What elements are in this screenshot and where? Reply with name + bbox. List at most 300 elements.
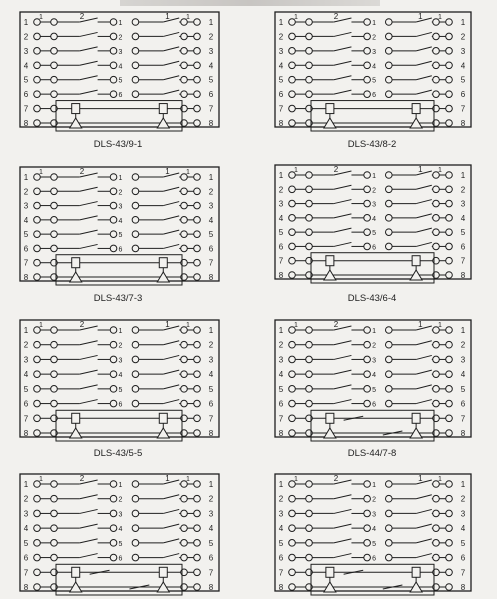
terminal-circle	[364, 481, 371, 488]
terminal-number-right: 1	[208, 18, 214, 27]
terminal-number-mid: 2	[372, 496, 377, 504]
top-contact-label: 1	[438, 322, 442, 329]
top-contact-label: 1	[418, 474, 423, 483]
terminal-circle	[51, 33, 58, 40]
terminal-circle	[34, 76, 41, 83]
terminal-circle	[110, 48, 117, 55]
terminal-circle	[194, 33, 201, 40]
terminal-number-left: 2	[23, 340, 29, 350]
switch-blade	[334, 185, 352, 189]
terminal-circle	[306, 243, 313, 250]
terminal-number-left: 7	[23, 414, 29, 424]
terminal-circle	[132, 76, 139, 83]
terminal-circle	[181, 245, 188, 252]
switch-blade	[334, 554, 352, 558]
switch-blade	[416, 200, 432, 204]
switch-blade	[80, 509, 98, 513]
terminal-circle	[446, 540, 453, 547]
terminal-circle	[181, 188, 188, 195]
switch-blade	[416, 214, 432, 218]
top-contact-label: 1	[186, 14, 190, 21]
terminal-circle	[34, 48, 41, 55]
terminal-circle	[289, 481, 296, 488]
switch-blade	[416, 400, 432, 404]
terminal-circle	[433, 371, 440, 378]
terminal-circle	[34, 481, 41, 488]
terminal-number-left: 8	[23, 273, 29, 282]
terminal-number-mid: 6	[118, 246, 123, 254]
terminal-number-mid: 2	[372, 187, 377, 195]
terminal-circle	[446, 510, 453, 517]
top-contact-label: 1	[294, 167, 298, 174]
panel-caption: DLS-44/7-8	[347, 448, 397, 459]
terminal-number-left: 7	[278, 256, 284, 266]
terminal-circle	[433, 243, 440, 250]
switch-blade	[80, 61, 98, 65]
terminal-circle	[386, 495, 393, 502]
terminal-circle	[433, 386, 440, 393]
terminal-number-right: 6	[208, 90, 214, 100]
terminal-circle	[194, 19, 201, 26]
terminal-circle	[306, 510, 313, 517]
switch-blade	[334, 385, 352, 389]
terminal-circle	[364, 371, 371, 378]
terminal-circle	[446, 229, 453, 236]
switch-blade	[416, 370, 432, 374]
terminal-number-mid: 5	[118, 386, 123, 394]
terminal-number-mid: 6	[118, 401, 123, 409]
terminal-number-mid: 6	[372, 401, 377, 409]
switch-blade	[334, 495, 352, 499]
terminal-number-left: 2	[23, 187, 29, 197]
switch-blade	[163, 554, 179, 558]
terminal-number-left: 1	[23, 480, 29, 489]
terminal-circle	[446, 91, 453, 98]
terminal-circle	[194, 341, 201, 348]
panel-caption: DLS-43/7-3	[93, 293, 143, 304]
terminal-circle	[34, 231, 41, 238]
switch-blade	[163, 385, 179, 389]
terminal-circle	[34, 584, 41, 591]
terminal-number-right: 2	[460, 494, 466, 504]
switch-blade	[163, 244, 179, 248]
terminal-number-mid: 5	[118, 232, 123, 240]
switch-blade	[80, 76, 98, 80]
switch-blade	[163, 90, 179, 94]
terminal-circle	[306, 327, 313, 334]
switch-blade	[80, 202, 98, 206]
coil-box	[72, 258, 80, 268]
terminal-number-right: 1	[460, 171, 466, 180]
terminal-circle	[289, 400, 296, 407]
terminal-number-right: 7	[460, 414, 466, 424]
terminal-circle	[181, 540, 188, 547]
top-contact-label: 2	[333, 474, 339, 483]
terminal-circle	[306, 19, 313, 26]
terminal-circle	[364, 19, 371, 26]
terminal-circle	[306, 356, 313, 363]
terminal-number-right: 1	[460, 326, 466, 335]
terminal-number-mid: 6	[372, 244, 377, 252]
switch-blade	[334, 355, 352, 359]
terminal-circle	[433, 495, 440, 502]
terminal-circle	[181, 19, 188, 26]
terminal-circle	[51, 62, 58, 69]
switch-blade	[334, 200, 352, 204]
terminal-number-left: 7	[23, 258, 29, 268]
terminal-circle	[194, 327, 201, 334]
terminal-number-right: 7	[460, 568, 466, 578]
terminal-circle	[194, 120, 201, 127]
terminal-number-right: 5	[208, 538, 214, 548]
panel-caption: DLS-43/6-4	[347, 293, 397, 304]
switch-blade	[416, 554, 432, 558]
top-contact-label: 2	[333, 320, 339, 329]
terminal-circle	[306, 400, 313, 407]
terminal-number-right: 2	[460, 185, 466, 195]
terminal-circle	[132, 525, 139, 532]
panel-caption: DLS-43/8-2	[347, 139, 397, 150]
top-contact-label: 1	[294, 476, 298, 483]
terminal-circle	[364, 186, 371, 193]
terminal-number-left: 2	[23, 32, 29, 42]
terminal-circle	[194, 540, 201, 547]
switch-blade	[334, 341, 352, 345]
terminal-circle	[132, 371, 139, 378]
terminal-circle	[181, 327, 188, 334]
terminal-number-mid: 1	[372, 173, 377, 180]
terminal-circle	[386, 91, 393, 98]
terminal-circle	[110, 371, 117, 378]
terminal-circle	[34, 217, 41, 224]
coil-box	[159, 104, 167, 114]
terminal-circle	[289, 510, 296, 517]
terminal-circle	[306, 341, 313, 348]
switch-blade	[334, 400, 352, 404]
terminal-circle	[34, 120, 41, 127]
terminal-circle	[194, 569, 201, 576]
terminal-circle	[446, 495, 453, 502]
terminal-circle	[306, 76, 313, 83]
switch-blade	[80, 400, 98, 404]
terminal-circle	[110, 33, 117, 40]
terminal-circle	[51, 525, 58, 532]
terminal-circle	[181, 481, 188, 488]
terminal-circle	[34, 188, 41, 195]
terminal-number-mid: 2	[372, 342, 377, 350]
terminal-circle	[194, 91, 201, 98]
switch-blade	[80, 539, 98, 543]
terminal-circle	[433, 510, 440, 517]
top-contact-label: 2	[79, 474, 85, 483]
switch-blade	[80, 216, 98, 220]
terminal-number-right: 1	[460, 480, 466, 489]
terminal-circle	[364, 356, 371, 363]
terminal-number-left: 4	[23, 524, 29, 534]
terminal-circle	[306, 33, 313, 40]
terminal-circle	[34, 341, 41, 348]
terminal-number-mid: 3	[118, 48, 123, 56]
switch-blade	[416, 242, 432, 246]
terminal-circle	[132, 245, 139, 252]
switch-blade	[416, 355, 432, 359]
terminal-circle	[194, 48, 201, 55]
terminal-circle	[364, 76, 371, 83]
terminal-number-right: 8	[208, 119, 214, 128]
terminal-circle	[386, 525, 393, 532]
terminal-circle	[110, 76, 117, 83]
terminal-circle	[364, 48, 371, 55]
terminal-number-mid: 2	[118, 189, 123, 197]
terminal-circle	[306, 200, 313, 207]
terminal-circle	[181, 62, 188, 69]
terminal-circle	[34, 415, 41, 422]
switch-blade	[163, 400, 179, 404]
terminal-circle	[51, 174, 58, 181]
terminal-circle	[386, 510, 393, 517]
terminal-number-left: 4	[278, 213, 284, 223]
terminal-circle	[51, 19, 58, 26]
terminal-circle	[34, 356, 41, 363]
terminal-circle	[364, 229, 371, 236]
terminal-number-left: 3	[23, 201, 29, 211]
terminal-number-left: 8	[278, 583, 284, 592]
terminal-circle	[289, 495, 296, 502]
switch-blade	[334, 509, 352, 513]
terminal-number-right: 6	[208, 399, 214, 409]
switch-blade	[163, 355, 179, 359]
terminal-circle	[386, 371, 393, 378]
terminal-circle	[110, 62, 117, 69]
terminal-circle	[51, 76, 58, 83]
terminal-number-right: 4	[460, 61, 466, 71]
switch-blade	[163, 202, 179, 206]
terminal-circle	[446, 62, 453, 69]
terminal-number-right: 3	[460, 46, 466, 56]
relay-panel	[275, 12, 471, 131]
terminal-number-mid: 6	[372, 92, 377, 100]
terminal-circle	[51, 217, 58, 224]
coil-box	[412, 256, 420, 266]
coil-box	[159, 258, 167, 268]
terminal-number-left: 5	[278, 384, 284, 394]
terminal-circle	[433, 91, 440, 98]
terminal-circle	[289, 584, 296, 591]
terminal-circle	[132, 48, 139, 55]
terminal-circle	[194, 245, 201, 252]
switch-blade	[416, 228, 432, 232]
terminal-number-right: 5	[208, 230, 214, 240]
terminal-circle	[446, 105, 453, 112]
terminal-circle	[110, 510, 117, 517]
terminal-number-mid: 1	[118, 20, 123, 27]
terminal-number-mid: 3	[118, 511, 123, 519]
switch-blade	[416, 539, 432, 543]
top-contact-label: 1	[418, 165, 423, 174]
top-contact-label: 2	[79, 12, 85, 21]
terminal-circle	[386, 229, 393, 236]
terminal-circle	[34, 105, 41, 112]
terminal-circle	[386, 172, 393, 179]
terminal-circle	[132, 386, 139, 393]
coil-box	[326, 567, 334, 577]
terminal-circle	[34, 371, 41, 378]
switch-blade	[163, 216, 179, 220]
terminal-circle	[386, 386, 393, 393]
terminal-circle	[386, 243, 393, 250]
terminal-circle	[132, 495, 139, 502]
terminal-number-right: 6	[460, 399, 466, 409]
terminal-circle	[364, 495, 371, 502]
terminal-circle	[51, 188, 58, 195]
terminal-circle	[446, 186, 453, 193]
switch-blade	[163, 61, 179, 65]
terminal-circle	[446, 33, 453, 40]
terminal-circle	[289, 105, 296, 112]
terminal-circle	[446, 569, 453, 576]
terminal-circle	[446, 272, 453, 279]
terminal-number-left: 3	[23, 46, 29, 56]
terminal-circle	[132, 231, 139, 238]
terminal-circle	[51, 481, 58, 488]
switch-blade	[80, 90, 98, 94]
coil-box	[326, 104, 334, 114]
terminal-circle	[289, 229, 296, 236]
terminal-circle	[194, 554, 201, 561]
top-contact-label: 2	[333, 12, 339, 21]
terminal-circle	[446, 584, 453, 591]
terminal-circle	[194, 174, 201, 181]
top-contact-label: 1	[186, 476, 190, 483]
terminal-number-mid: 2	[372, 34, 377, 42]
terminal-circle	[289, 120, 296, 127]
switch-blade	[80, 554, 98, 558]
top-contact-label: 1	[165, 167, 170, 176]
terminal-circle	[446, 327, 453, 334]
terminal-circle	[51, 202, 58, 209]
terminal-circle	[181, 371, 188, 378]
terminal-number-left: 4	[23, 215, 29, 225]
terminal-circle	[433, 172, 440, 179]
terminal-number-right: 4	[208, 370, 214, 380]
terminal-number-right: 8	[460, 583, 466, 592]
terminal-circle	[181, 554, 188, 561]
terminal-number-right: 7	[460, 256, 466, 266]
terminal-number-mid: 4	[372, 372, 377, 380]
terminal-circle	[433, 341, 440, 348]
terminal-circle	[446, 525, 453, 532]
terminal-circle	[194, 259, 201, 266]
terminal-circle	[194, 481, 201, 488]
switch-blade	[334, 47, 352, 51]
terminal-number-mid: 3	[372, 511, 377, 519]
terminal-number-right: 3	[208, 509, 214, 519]
terminal-number-mid: 2	[118, 496, 123, 504]
terminal-circle	[364, 386, 371, 393]
terminal-circle	[110, 202, 117, 209]
switch-blade	[416, 185, 432, 189]
relay-panel	[275, 320, 471, 441]
terminal-number-left: 1	[278, 326, 284, 335]
terminal-circle	[34, 327, 41, 334]
terminal-circle	[34, 400, 41, 407]
terminal-circle	[110, 231, 117, 238]
switch-blade	[163, 341, 179, 345]
terminal-number-left: 3	[23, 355, 29, 365]
terminal-number-right: 3	[460, 199, 466, 209]
terminal-circle	[386, 341, 393, 348]
terminal-number-right: 4	[208, 215, 214, 225]
terminal-circle	[446, 415, 453, 422]
switch-blade	[416, 509, 432, 513]
terminal-circle	[132, 540, 139, 547]
terminal-number-mid: 5	[372, 77, 377, 85]
switch-blade	[334, 228, 352, 232]
terminal-number-mid: 4	[118, 217, 123, 225]
terminal-number-right: 1	[208, 326, 214, 335]
terminal-circle	[289, 356, 296, 363]
terminal-circle	[110, 19, 117, 26]
terminal-circle	[194, 525, 201, 532]
terminal-circle	[194, 371, 201, 378]
terminal-number-left: 2	[278, 185, 284, 195]
terminal-circle	[110, 386, 117, 393]
terminal-circle	[386, 327, 393, 334]
terminal-number-right: 3	[460, 509, 466, 519]
terminal-number-right: 2	[208, 187, 214, 197]
terminal-circle	[51, 540, 58, 547]
top-contact-label: 1	[165, 12, 170, 21]
terminal-circle	[51, 48, 58, 55]
top-contact-label: 1	[418, 12, 423, 21]
relay-panel	[20, 474, 219, 595]
terminal-circle	[289, 200, 296, 207]
terminal-circle	[194, 584, 201, 591]
terminal-circle	[306, 554, 313, 561]
terminal-circle	[34, 430, 41, 437]
terminal-number-right: 8	[460, 119, 466, 128]
terminal-circle	[364, 525, 371, 532]
terminal-number-right: 6	[208, 244, 214, 254]
switch-blade	[80, 230, 98, 234]
terminal-circle	[289, 415, 296, 422]
top-contact-label: 1	[165, 474, 170, 483]
terminal-number-mid: 1	[372, 20, 377, 27]
terminal-number-mid: 5	[372, 230, 377, 238]
terminal-number-right: 2	[208, 32, 214, 42]
terminal-number-left: 5	[278, 538, 284, 548]
terminal-number-right: 2	[460, 32, 466, 42]
terminal-circle	[110, 245, 117, 252]
terminal-number-mid: 1	[118, 482, 123, 489]
terminal-circle	[289, 19, 296, 26]
terminal-circle	[181, 33, 188, 40]
switch-blade	[163, 230, 179, 234]
top-contact-label: 1	[294, 14, 298, 21]
terminal-circle	[289, 62, 296, 69]
switch-blade	[80, 244, 98, 248]
terminal-circle	[364, 540, 371, 547]
terminal-circle	[364, 243, 371, 250]
terminal-number-right: 8	[208, 429, 214, 438]
terminal-number-left: 5	[23, 384, 29, 394]
terminal-circle	[181, 76, 188, 83]
terminal-number-left: 3	[278, 355, 284, 365]
terminal-circle	[364, 33, 371, 40]
terminal-circle	[181, 495, 188, 502]
terminal-number-mid: 3	[372, 48, 377, 56]
terminal-number-mid: 4	[372, 215, 377, 223]
